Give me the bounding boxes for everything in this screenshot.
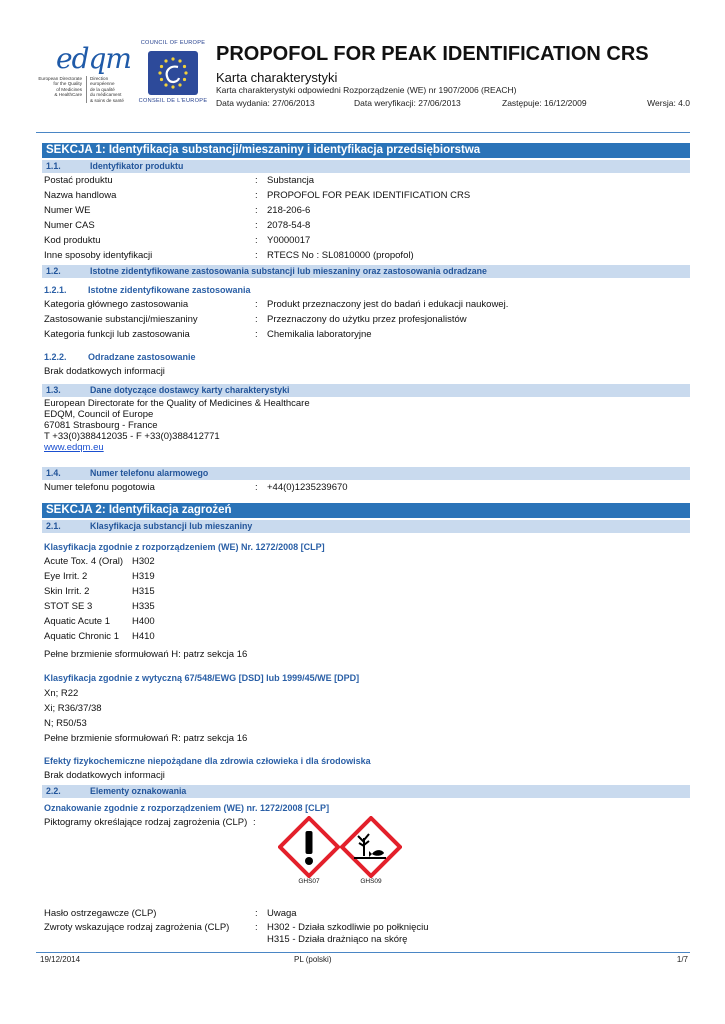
subsection-1-2-2-heading: 1.2.2. Odradzane zastosowanie xyxy=(44,352,196,362)
revision-date: Data weryfikacji: 27/06/2013 xyxy=(354,98,461,108)
subsection-2-2-heading: 2.2. Elementy oznakowania xyxy=(42,785,690,798)
environment-icon xyxy=(340,816,402,878)
emergency-phone-row: Numer telefonu pogotowia : +44(0)1235239670 xyxy=(44,482,348,493)
hazard-pictograms xyxy=(42,830,690,900)
list-item: Xi; R36/37/38 xyxy=(44,703,102,714)
list-item: Aquatic Chronic 1 H410 xyxy=(44,631,155,642)
info-row: Zastosowanie substancji/mieszaniny : Przeznaczony do użytku przez profesjonalistów xyxy=(44,314,467,325)
labelling-heading: Oznakowanie zgodnie z rozporządzeniem (WE) nr. 1272/2008 [CLP] xyxy=(44,803,330,813)
subsection-1-3-heading: 1.3. Dane dotyczące dostawcy karty charakterystyki xyxy=(42,384,690,397)
list-item: Eye Irrit. 2 H319 xyxy=(44,571,155,582)
info-row: Postać produktu : Substancja xyxy=(44,175,315,186)
section-1-heading: SEKCJA 1: Identyfikacja substancji/mieszaniny i identyfikacja przedsiębiorstwa xyxy=(42,143,690,158)
info-row: Kategoria funkcji lub zastosowania : Chemikalia laboratoryjne xyxy=(44,329,372,340)
no-additional-info: Brak dodatkowych informacji xyxy=(44,366,165,377)
edqm-logo-caption-en: European Directorate for the Quality of Medicines & HealthCare xyxy=(38,76,82,98)
list-item: STOT SE 3 H335 xyxy=(44,601,155,612)
subsection-1-4-heading: 1.4. Numer telefonu alarmowego xyxy=(42,467,690,480)
supplier-details: European Directorate for the Quality of Medicines & Healthcare EDQM, Council of Europe 67081 Strasbourg - France T +33(0)388412035 - F +33(0)388412771 www.edqm.eu xyxy=(44,398,310,453)
supersedes-date: Zastępuje: 16/12/2009 xyxy=(502,98,587,108)
info-row: Nazwa handlowa : PROPOFOL FOR PEAK IDENTIFICATION CRS xyxy=(44,190,471,201)
edqm-logo xyxy=(36,40,131,106)
issue-date: Data wydania: 27/06/2013 xyxy=(216,98,315,108)
info-row: Kod produktu : Y0000017 xyxy=(44,235,311,246)
pictogram-code: GHS09 xyxy=(360,878,382,885)
version: Wersja: 4.0 xyxy=(647,98,690,108)
clp-classification-list xyxy=(42,554,690,644)
effects-heading: Efekty fizykochemiczne niepożądane dla zdrowia człowieka i dla środowiska xyxy=(44,756,371,766)
dsd-classification-heading: Klasyfikacja zgodnie z wytyczną 67/548/EWG [DSD] lub 1999/45/WE [DPD] xyxy=(44,673,360,683)
pictograms-row: Piktogramy określające rodzaj zagrożenia (CLP) : xyxy=(44,817,256,828)
list-item: Xn; R22 xyxy=(44,688,79,699)
info-row: Numer WE : 218-206-6 xyxy=(44,205,311,216)
regulation-line: Karta charakterystyki odpowiedni Rozporządzenie (WE) nr 1907/2006 (REACH) xyxy=(216,85,517,95)
header-divider xyxy=(36,132,690,133)
subsection-2-1-heading: 2.1. Klasyfikacja substancji lub mieszaniny xyxy=(42,520,690,533)
pictogram-code: GHS07 xyxy=(298,878,320,885)
section-2-heading: SEKCJA 2: Identyfikacja zagrożeń xyxy=(42,503,690,518)
dsd-note: Pełne brzmienie sformułowań R: patrz sekcja 16 xyxy=(44,733,248,744)
coe-logo-top-text: COUNCIL OF EUROPE xyxy=(140,40,206,46)
document-title: PROPOFOL FOR PEAK IDENTIFICATION CRS xyxy=(216,43,649,65)
signal-word-row: Hasło ostrzegawcze (CLP) : Uwaga xyxy=(44,908,297,919)
info-row: Inne sposoby identyfikacji : RTECS No : SL0810000 (propofol) xyxy=(44,250,414,261)
hazard-statements-row: Zwroty wskazujące rodzaj zagrożenia (CLP) : H302 - Działa szkodliwie po połknięciu H315 - Działa drażniąco na skórę xyxy=(44,922,429,945)
ghs09-pictogram xyxy=(340,816,402,888)
edqm-logo-caption-fr: Direction européenne de la qualité du médicament & soins de santé xyxy=(86,76,128,103)
edqm-logo-text: edqm xyxy=(56,42,131,75)
no-additional-info: Brak dodatkowych informacji xyxy=(44,770,165,781)
council-of-europe-logo xyxy=(136,40,210,106)
subsection-1-2-1-heading: 1.2.1. Istotne zidentyfikowane zastosowania xyxy=(44,285,251,295)
document-language: PL (polski) xyxy=(294,955,332,964)
list-item: Acute Tox. 4 (Oral) H302 xyxy=(44,556,155,567)
list-item: N; R50/53 xyxy=(44,718,87,729)
clp-note: Pełne brzmienie sformułowań H: patrz sekcja 16 xyxy=(44,649,248,660)
website-link[interactable]: www.edqm.eu xyxy=(44,442,104,453)
print-date: 19/12/2014 xyxy=(40,955,81,964)
list-item: Aquatic Acute 1 H400 xyxy=(44,616,155,627)
document-subtitle: Karta charakterystyki xyxy=(216,70,338,85)
clp-classification-heading: Klasyfikacja zgodnie z rozporządzeniem (WE) Nr. 1272/2008 [CLP] xyxy=(44,542,325,552)
document-header xyxy=(36,40,690,110)
list-item: Skin Irrit. 2 H315 xyxy=(44,586,155,597)
info-row: Kategoria głównego zastosowania : Produkt przeznaczony jest do badań i edukacji naukowej. xyxy=(44,299,509,310)
exclamation-mark-icon xyxy=(278,816,340,878)
subsection-1-2-heading: 1.2. Istotne zidentyfikowane zastosowania substancji lub mieszaniny oraz zastosowania odradzane xyxy=(42,265,690,278)
coe-emblem-icon xyxy=(148,51,198,95)
product-identifier-list xyxy=(42,173,690,263)
coe-logo-bottom-text: CONSEIL DE L'EUROPE xyxy=(138,98,208,104)
info-row: Numer CAS : 2078-54-8 xyxy=(44,220,311,231)
page-number: 1/7 xyxy=(676,955,688,964)
ghs07-pictogram xyxy=(278,816,340,888)
document-body xyxy=(42,143,690,945)
page-footer xyxy=(36,952,690,966)
subsection-1-1-heading: 1.1. Identyfikator produktu xyxy=(42,160,690,173)
